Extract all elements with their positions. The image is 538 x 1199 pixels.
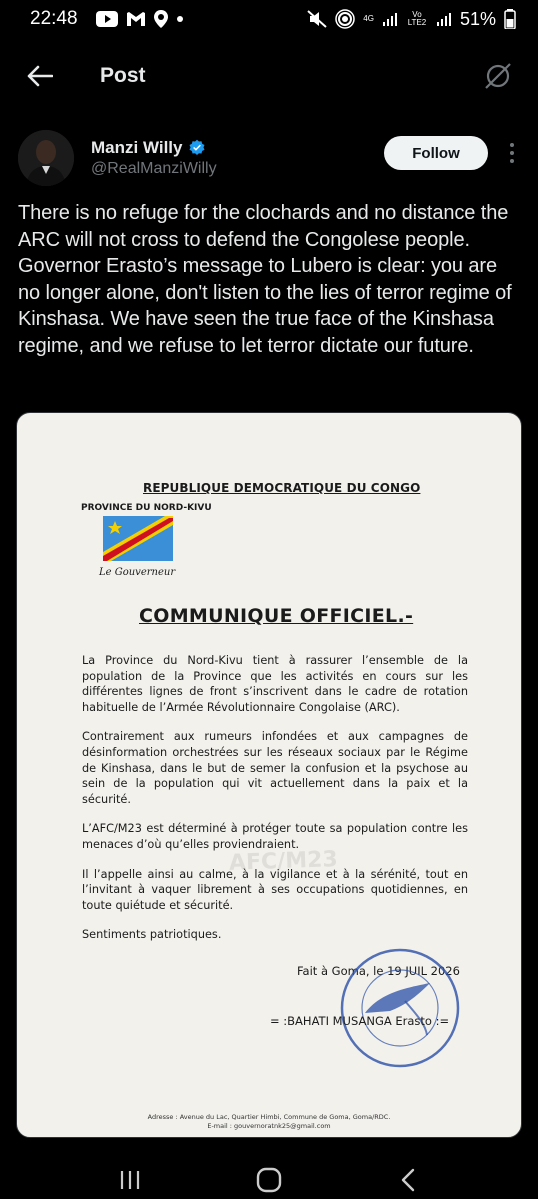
back-chevron-icon [400,1168,416,1192]
attached-document-image[interactable] [16,412,522,1138]
doc-address [17,1113,521,1131]
more-dot [510,151,514,155]
grok-icon [483,61,513,91]
arrow-left-icon [27,65,53,87]
doc-title: COMMUNIQUE OFFICIEL.- [139,605,414,627]
avatar[interactable] [18,130,74,186]
doc-address-line: Adresse : Avenue du Lac, Quartier Himbi, Commune de Goma, Goma/RDC. [147,1113,391,1121]
official-stamp-icon [335,943,465,1073]
mute-icon [307,10,327,28]
more-options-button[interactable] [502,140,522,166]
name-row [91,138,206,158]
network-volte: Vo LTE2 [407,10,427,27]
doc-province: PROVINCE DU NORD-KIVU [81,503,212,513]
home-icon [256,1167,282,1193]
system-back-button[interactable] [388,1165,428,1195]
avatar-image [18,130,74,186]
more-vertical-icon [510,143,514,147]
signal-icon-2 [436,11,452,27]
verified-badge-icon [188,139,206,157]
home-button[interactable] [249,1165,289,1195]
grok-button[interactable] [480,58,516,94]
dot-icon [176,15,184,23]
page-title: Post [100,64,146,87]
doc-signature: = :BAHATI MUSANGA Erasto := [270,1014,450,1028]
document-page [17,413,521,1137]
doc-paragraph: L’AFC/M23 est déterminé à protéger toute sa population contre les menaces d’où qu’elles proviendraient. [82,822,468,851]
doc-paragraph: Contrairement aux rumeurs infondées et aux campagnes de désinformation orchestrées sur les réseaux sociaux par le Régime de Kinshasa, dans le but de semer la confusion et la psychose au sein de la population qui vit actuellement dans la paix et la sécurité. [82,730,468,806]
status-bar [0,0,538,38]
doc-paragraph: Sentiments patriotiques. [82,928,222,942]
system-nav-bar [0,1160,538,1199]
battery-icon [504,9,516,29]
tweet-text: There is no refuge for the clochards and no distance the ARC will not cross to defend the Congolese people. Governor Erasto’s message to Lubero is clear: you are no longer alone, don't listen to the lies of terror regime of Kinshasa. We have seen the true face of the Kinshasa regime, and we refuse to let terror dictate our future. [18,202,512,357]
hotspot-icon [335,9,355,29]
more-dot [510,159,514,163]
location-icon [154,10,168,28]
post-author [18,128,523,188]
signal-icon [382,11,398,27]
gmail-icon [126,11,146,27]
doc-paragraph: Il l’appelle ainsi au calme, à la vigilance et à la sérénité, tout en l’invitant à vaquer librement à ses occupations quotidiennes, en toute quiétude et sécurité. [82,867,468,912]
follow-button[interactable]: Follow [384,136,488,170]
doc-place-date: Fait à Goma, le 19 JUIL 2026 [297,964,460,978]
drc-flag-icon [103,516,173,561]
battery-percent: 51% [459,8,496,29]
post-header [0,50,538,102]
doc-watermark: AFC/M23 [228,847,339,876]
doc-body [82,653,468,957]
author-name[interactable]: Manzi Willy [91,138,183,157]
recents-button[interactable] [110,1165,150,1195]
network-4g [363,15,374,23]
doc-governor: Le Gouverneur [99,567,176,578]
doc-heading: REPUBLIQUE DEMOCRATIQUE DU CONGO [143,481,421,495]
doc-email-line: E-mail : gouvernoratnk25@gmail.com [207,1122,331,1130]
youtube-icon [96,11,118,27]
doc-paragraph: La Province du Nord-Kivu tient à rassurer l’ensemble de la population de la Province que les activités en cours sur les différentes lignes de front s’inscrivent dans le cadre de rotation habituelle de l’Armée Révolutionnaire Congolaise (ARC). [82,654,468,714]
back-button[interactable] [22,58,58,94]
recents-icon [118,1169,142,1191]
author-handle[interactable]: @RealManziWilly [91,160,217,177]
network-4g-label: 4G [363,14,374,23]
status-time: 22:48 [30,8,78,29]
